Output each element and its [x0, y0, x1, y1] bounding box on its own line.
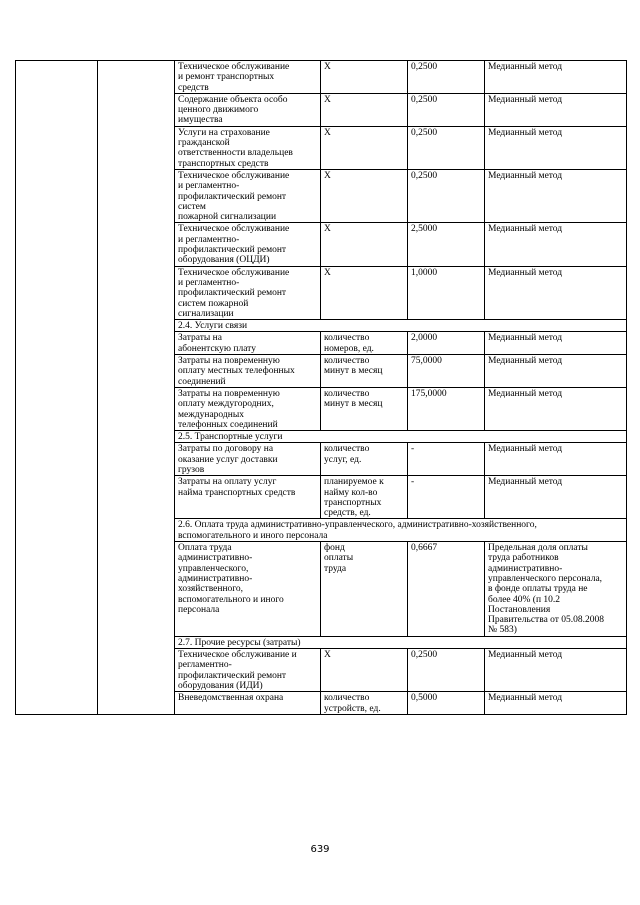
cost-name-cell: Затраты на повременную оплату междугородних, международных телефонных соединений	[175, 387, 321, 430]
category-cell	[16, 61, 98, 715]
method-cell: Медианный метод	[485, 476, 627, 519]
cost-name-cell: Техническое обслуживание и регламентно- профилактический ремонт систем пожарной сигнализации	[175, 266, 321, 319]
method-cell: Медианный метод	[485, 649, 627, 692]
unit-cell: количество услуг, ед.	[321, 443, 408, 476]
method-cell: Предельная доля оплаты труда работников административно- управленческого персонала, в фонде оплаты труда не более 40% (п 10.2 Постановления Правительства от 05.08.2008 № 583)	[485, 542, 627, 637]
value-cell: 0,2500	[408, 649, 485, 692]
method-cell: Медианный метод	[485, 355, 627, 388]
unit-cell: количество минут в месяц	[321, 355, 408, 388]
unit-cell: Х	[321, 649, 408, 692]
method-cell: Медианный метод	[485, 61, 627, 94]
method-cell: Медианный метод	[485, 332, 627, 355]
value-cell: 2,5000	[408, 223, 485, 266]
cost-name-cell: Затраты на оплату услуг найма транспортных средств	[175, 476, 321, 519]
cost-name-cell: Оплата труда административно- управленческого, административно- хозяйственного, вспомогательного и иного персонала	[175, 542, 321, 637]
method-cell: Медианный метод	[485, 93, 627, 126]
resources-table	[15, 60, 627, 715]
unit-cell: количество номеров, ед.	[321, 332, 408, 355]
cost-name-cell: Техническое обслуживание и регламентно- профилактический ремонт оборудования (ИДИ)	[175, 649, 321, 692]
section-heading: 2.6. Оплата труда административно-управленческого, административно-хозяйственного, вспомогательного и иного персонала	[175, 519, 627, 542]
value-cell: 0,6667	[408, 542, 485, 637]
cost-name-cell: Техническое обслуживание и регламентно- профилактический ремонт систем пожарной сигнализации	[175, 169, 321, 222]
cost-name-cell: Затраты на повременную оплату местных телефонных соединений	[175, 355, 321, 388]
value-cell: -	[408, 476, 485, 519]
unit-cell: количество устройств, ед.	[321, 692, 408, 715]
value-cell: 175,0000	[408, 387, 485, 430]
subcategory-cell	[98, 61, 175, 715]
cost-name-cell: Техническое обслуживание и ремонт транспортных средств	[175, 61, 321, 94]
unit-cell: Х	[321, 266, 408, 319]
value-cell: 2,0000	[408, 332, 485, 355]
method-cell: Медианный метод	[485, 692, 627, 715]
unit-cell: Х	[321, 93, 408, 126]
cost-name-cell: Затраты по договору на оказание услуг доставки грузов	[175, 443, 321, 476]
cost-name-cell: Услуги на страхование гражданской ответственности владельцев транспортных средств	[175, 126, 321, 169]
cost-name-cell: Содержание объекта особо ценного движимого имущества	[175, 93, 321, 126]
method-cell: Медианный метод	[485, 169, 627, 222]
unit-cell: количество минут в месяц	[321, 387, 408, 430]
value-cell: 75,0000	[408, 355, 485, 388]
method-cell: Медианный метод	[485, 387, 627, 430]
unit-cell: Х	[321, 61, 408, 94]
table-body	[16, 61, 627, 715]
table-row	[16, 61, 627, 94]
value-cell: 0,5000	[408, 692, 485, 715]
cost-name-cell: Вневедомственная охрана	[175, 692, 321, 715]
unit-cell: фонд оплаты труда	[321, 542, 408, 637]
section-heading: 2.5. Транспортные услуги	[175, 431, 627, 443]
value-cell: 0,2500	[408, 169, 485, 222]
value-cell: 0,2500	[408, 126, 485, 169]
value-cell: 0,2500	[408, 93, 485, 126]
unit-cell: Х	[321, 223, 408, 266]
value-cell: -	[408, 443, 485, 476]
unit-cell: Х	[321, 169, 408, 222]
section-heading: 2.7. Прочие ресурсы (затраты)	[175, 636, 627, 648]
unit-cell: Х	[321, 126, 408, 169]
method-cell: Медианный метод	[485, 126, 627, 169]
method-cell: Медианный метод	[485, 223, 627, 266]
section-heading: 2.4. Услуги связи	[175, 320, 627, 332]
value-cell: 0,2500	[408, 61, 485, 94]
method-cell: Медианный метод	[485, 266, 627, 319]
value-cell: 1,0000	[408, 266, 485, 319]
unit-cell: планируемое к найму кол-во транспортных средств, ед.	[321, 476, 408, 519]
page-number: 639	[310, 844, 330, 855]
cost-name-cell: Затраты на абонентскую плату	[175, 332, 321, 355]
cost-name-cell: Техническое обслуживание и регламентно- профилактический ремонт оборудования (ОЦДИ)	[175, 223, 321, 266]
method-cell: Медианный метод	[485, 443, 627, 476]
